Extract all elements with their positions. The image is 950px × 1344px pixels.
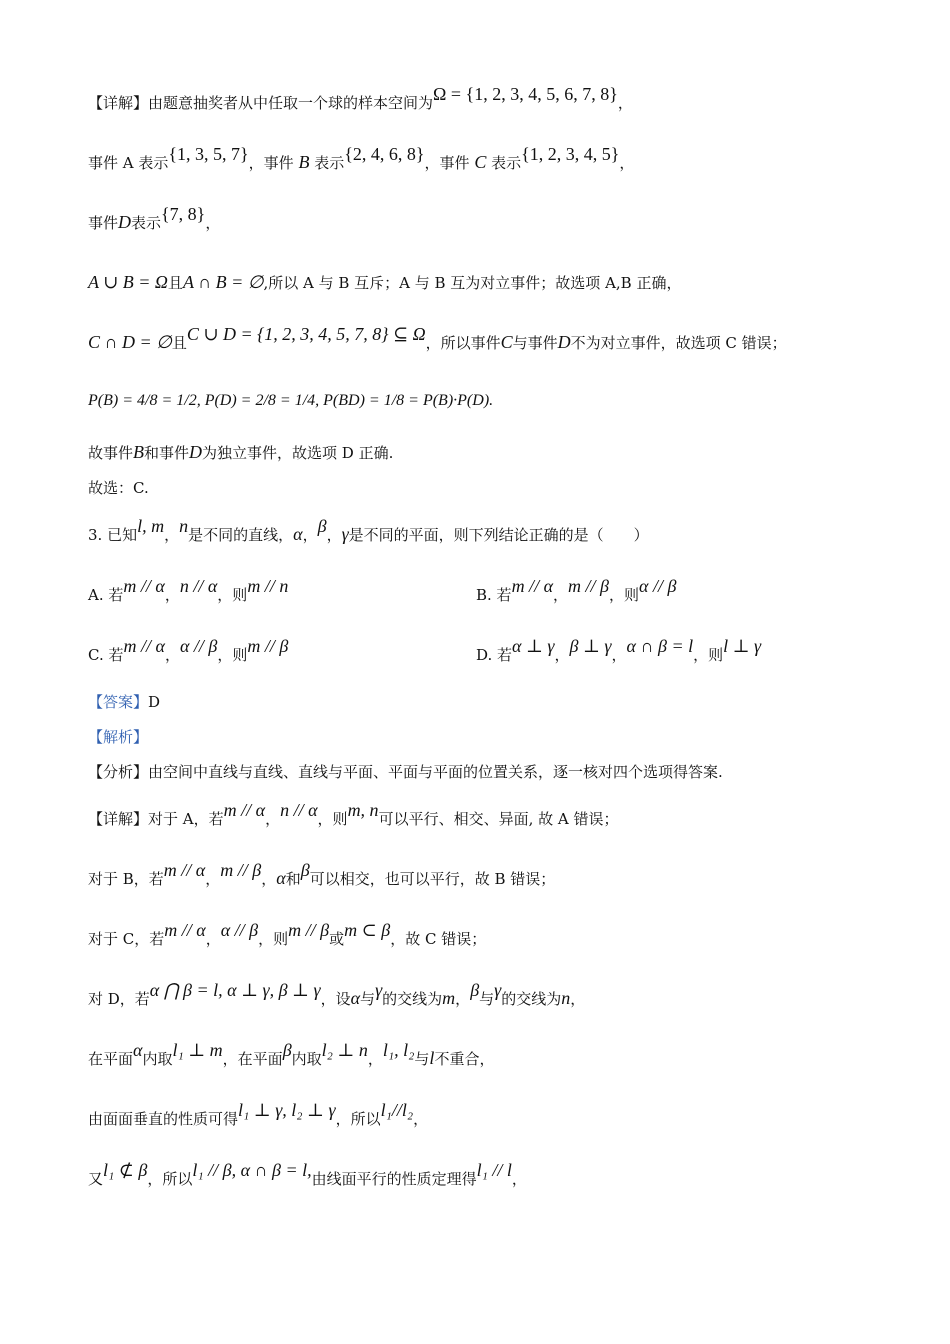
- answer-value: D: [148, 693, 161, 711]
- fenxi-line: 【分析】由空间中直线与直线、直线与平面、平面与平面的位置关系，逐一核对四个选项得答案.: [88, 763, 723, 781]
- option-d: D. 若α ⊥ γ，β ⊥ γ，α ∩ β = l，则l ⊥ γ: [476, 636, 762, 664]
- analysis-heading: 【解析】: [88, 728, 149, 746]
- option-a: A. 若m // α，n // α，则m // n: [88, 576, 289, 604]
- independence-line: 故事件B和事件D为独立事件，故选项 D 正确.: [88, 442, 394, 462]
- detail-line-sample-space: 【详解】由题意抽奖者从中任取一个球的样本空间为Ω = {1, 2, 3, 4, 5, 6, 7, 8}，: [88, 84, 633, 112]
- event-definitions-line: 事件 A 表示{1, 3, 5, 7}，事件 B 表示{2, 4, 6, 8}，事件 C 表示{1, 2, 3, 4, 5}，: [88, 144, 635, 172]
- detail-option-b: 对于 B，若m // α，m // β，α和β可以相交，也可以平行，故 B 错误；: [88, 860, 556, 888]
- detail-option-d-parallel: 又l₁ ⊄ β，所以l₁ // β, α ∩ β = l,由线面平行的性质定理得l₁ // l，: [88, 1160, 527, 1188]
- union-intersection-cd-line: C ∩ D = ∅且C ∪ D = {1, 2, 3, 4, 5, 7, 8} ⊆ Ω，所以事件C与事件D不为对立事件，故选项 C 错误；: [88, 324, 787, 352]
- option-c: C. 若m // α，α // β，则m // β: [88, 636, 289, 664]
- c-intersect-d-math: C ∩ D = ∅: [88, 332, 172, 352]
- detail-label: 【详解】: [88, 94, 149, 112]
- detail-text: 由题意抽奖者从中任取一个球的样本空间为: [148, 94, 434, 112]
- detail-option-d-construct: 在平面α内取l₁ ⊥ m，在平面β内取l₂ ⊥ n，l₁, l₂与l不重合，: [88, 1040, 495, 1068]
- option-b: B. 若m // α，m // β，则α // β: [476, 576, 677, 604]
- fenxi-label: 【分析】: [88, 763, 149, 781]
- answer-label: 【答案】: [88, 693, 149, 711]
- detail-option-d-perpendicular: 由面面垂直的性质可得l₁ ⊥ γ, l₂ ⊥ γ，所以l₁//l₂，: [88, 1100, 429, 1128]
- event-d-set: {7, 8}: [161, 204, 206, 224]
- probability-math: P(B) = 4/8 = 1/2, P(D) = 2/8 = 1/4, P(BD) = 1/8 = P(B)·P(D).: [88, 392, 494, 409]
- detail-option-d-setup: 对 D，若α ⋂ β = l, α ⊥ γ, β ⊥ γ，设α与γ的交线为m，β与γ的交线为n，: [88, 980, 586, 1008]
- event-a-set: {1, 3, 5, 7}: [168, 144, 249, 164]
- sample-space-math: Ω = {1, 2, 3, 4, 5, 6, 7, 8}: [433, 84, 618, 104]
- question-3-stem: 3. 已知l, m，n是不同的直线，α，β，γ是不同的平面，则下列结论正确的是（ ）: [88, 516, 649, 544]
- event-b-set: {2, 4, 6, 8}: [344, 144, 425, 164]
- union-intersection-ab-line: A ∪ B = Ω且A ∩ B = ∅,所以 A 与 B 互斥；A 与 B 互为对立事件；故选项 A,B 正确，: [88, 272, 682, 292]
- probability-line: [88, 390, 890, 411]
- options-row-cd: [88, 636, 890, 665]
- event-c-set: {1, 2, 3, 4, 5}: [521, 144, 620, 164]
- answer-line: [88, 692, 890, 712]
- a-intersect-b-math: A ∩ B = ∅: [182, 272, 264, 292]
- detail-option-c: 对于 C，若m // α，α // β，则m // β或m ⊂ β，故 C 错误；: [88, 920, 487, 948]
- a-union-b-math: A ∪ B = Ω: [88, 272, 168, 292]
- choice-line: 故选：C.: [88, 479, 149, 497]
- event-d-line: 事件D表示{7, 8}，: [88, 204, 221, 232]
- options-row-ab: [88, 576, 890, 605]
- c-union-d-math: C ∪ D = {1, 2, 3, 4, 5, 7, 8} ⊆ Ω: [186, 324, 426, 344]
- detail-option-a: 【详解】对于 A，若m // α，n // α，则m, n可以平行、相交、异面, 故 A 错误；: [88, 800, 619, 828]
